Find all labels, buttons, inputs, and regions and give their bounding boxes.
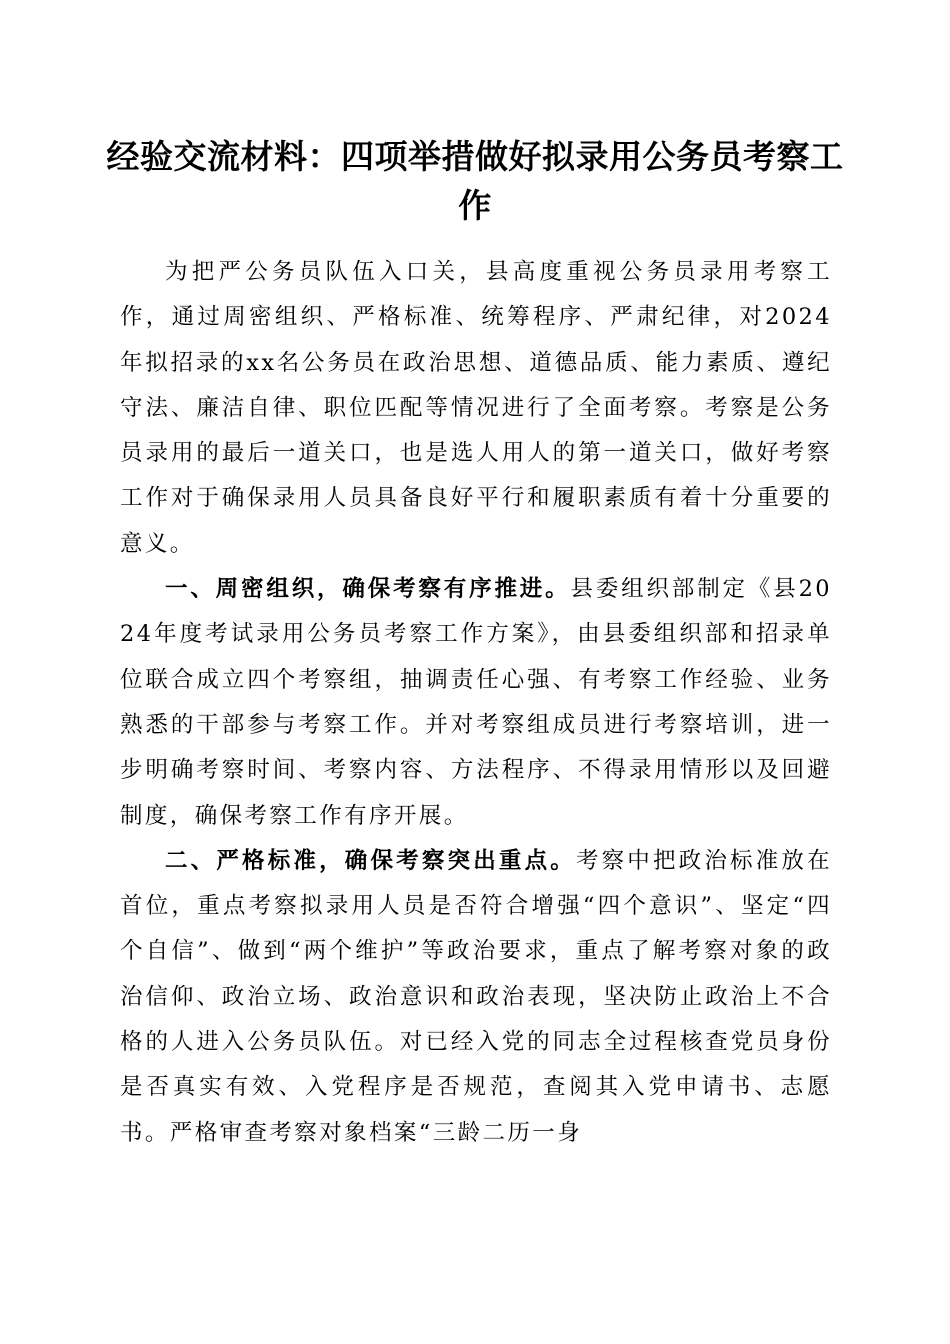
section-1-heading: 一、周密组织，确保考察有序推进。 xyxy=(165,576,571,603)
paragraph-section-2 xyxy=(120,839,832,1156)
section-1-text: 县委组织部制定《县2024年度考试录用公务员考察工作方案》，由县委组织部和招录单位联合成立四个考察组，抽调责任心强、有考察工作经验、业务熟悉的干部参与考察工作。并对考察组成员进行考察培训，进一步明确考察时间、考察内容、方法程序、不得录用情形以及回避制度，确保考察工作有序开展。 xyxy=(120,576,832,829)
document-title: 经验交流材料：四项举措做好拟录用公务员考察工作 xyxy=(106,137,844,225)
document-body xyxy=(120,250,832,1156)
paragraph-intro xyxy=(120,250,832,567)
section-2-text: 考察中把政治标准放在首位，重点考察拟录用人员是否符合增强“四个意识”、坚定“四个自信”、做到“两个维护”等政治要求，重点了解考察对象的政治信仰、政治立场、政治意识和政治表现，坚决防止政治上不合格的人进入公务员队伍。对已经入党的同志全过程核查党员身份是否真实有效、入党程序是否规范，查阅其入党申请书、志愿书。严格审查考察对象档案“三龄二历一身 xyxy=(120,847,832,1146)
section-2-heading: 二、严格标准，确保考察突出重点。 xyxy=(165,847,576,874)
paragraph-intro-text: 为把严公务员队伍入口关，县高度重视公务员录用考察工作，通过周密组织、严格标准、统筹程序、严肃纪律，对2024年拟招录的xx名公务员在政治思想、道德品质、能力素质、遵纪守法、廉洁自律、职位匹配等情况进行了全面考察。考察是公务员录用的最后一道关口，也是选人用人的第一道关口，做好考察工作对于确保录用人员具备良好平行和履职素质有着十分重要的意义。 xyxy=(120,259,832,557)
paragraph-section-1 xyxy=(120,567,832,839)
